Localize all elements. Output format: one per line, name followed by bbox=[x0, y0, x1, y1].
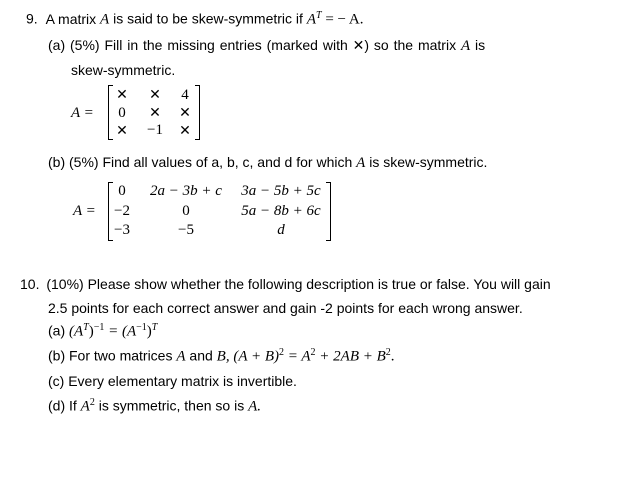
q10b-var-a: A bbox=[176, 348, 186, 365]
q9a-cell-1-3: 4 bbox=[181, 87, 189, 103]
q9b-cell-2-3: 5a − 8b + 6c bbox=[241, 203, 321, 219]
q10d-var-2: A. bbox=[248, 398, 262, 415]
q9-eq-rest: = − A. bbox=[321, 11, 364, 28]
q9-eq-sup: T bbox=[316, 10, 322, 21]
q9-intro bbox=[26, 10, 364, 29]
q10b-eq: = A bbox=[284, 348, 311, 365]
q9b-cell-2-1: −2 bbox=[114, 203, 130, 219]
q10a-sup-2: −1 bbox=[93, 322, 105, 333]
q9b-left-bracket bbox=[108, 182, 113, 241]
q9-intro-text: A matrix bbox=[45, 10, 101, 27]
q10a-expr: (A bbox=[69, 323, 84, 340]
q10a-eq: = (A bbox=[104, 323, 137, 340]
q9a-cell-2-1: 0 bbox=[118, 105, 126, 121]
q10c: (c) Every elementary matrix is invertible. bbox=[48, 373, 297, 389]
q9b-var: A bbox=[356, 155, 366, 171]
q10-intro bbox=[20, 276, 551, 292]
q9a-cell-3-3: ✕ bbox=[179, 123, 191, 139]
q10b-dot: . bbox=[390, 348, 395, 365]
q9a-prompt bbox=[48, 37, 485, 55]
q10a-label: (a) bbox=[48, 322, 69, 339]
q9b-right-bracket bbox=[326, 182, 331, 241]
q9b-cell-1-3: 3a − 5b + 5c bbox=[241, 183, 321, 199]
q9a-cell-2-2: ✕ bbox=[149, 105, 161, 121]
q9b-label-2: is skew-symmetric. bbox=[365, 154, 488, 170]
q10b-var-b: B, bbox=[216, 348, 230, 365]
q9a-label-3: is bbox=[470, 37, 486, 53]
q9b-prompt bbox=[48, 154, 487, 172]
q10d bbox=[48, 397, 261, 416]
q10b-expr: (A + B) bbox=[229, 348, 280, 365]
q9b-cell-2-2: 0 bbox=[182, 203, 190, 219]
q9a-cell-1-1: ✕ bbox=[116, 87, 128, 103]
q9a-label: (a) (5%) Fill in the missing entries (marked with bbox=[48, 37, 353, 53]
q10-intro-line2: 2.5 points for each correct answer and gain -2 points for each wrong answer. bbox=[48, 300, 523, 316]
q9a-cell-3-1: ✕ bbox=[116, 123, 128, 139]
q10d-label: (d) If bbox=[48, 397, 81, 414]
q9a-label-2: ) so the matrix bbox=[364, 37, 461, 53]
q10b-sup-3: 2 bbox=[385, 347, 391, 358]
q9b-cell-3-1: −3 bbox=[114, 222, 130, 238]
q10a-sup-1: T bbox=[83, 322, 89, 333]
q9b-label: (b) (5%) Find all values of a, b, c, and d for which bbox=[48, 154, 357, 170]
q10b-and: and bbox=[185, 347, 217, 364]
q10d-mid: is symmetric, then so is bbox=[94, 397, 249, 414]
q10b-sup-1: 2 bbox=[279, 347, 285, 358]
q9b-cell-3-2: −5 bbox=[178, 222, 194, 238]
q10a bbox=[48, 322, 157, 341]
q10-number: 10. bbox=[20, 276, 40, 292]
q10b-label: (b) For two matrices bbox=[48, 347, 177, 364]
q9b-matrix-label: A = bbox=[73, 203, 96, 219]
q9a-right-bracket bbox=[195, 85, 200, 140]
q9a-cell-2-3: ✕ bbox=[179, 105, 191, 121]
q9a-matrix-label: A = bbox=[71, 105, 94, 121]
q9-intro-text-2: is said to be skew-symmetric if bbox=[109, 10, 307, 27]
q9-eq-a: A bbox=[306, 11, 316, 28]
q9b-cell-1-2: 2a − 3b + c bbox=[150, 183, 222, 199]
q10b bbox=[48, 347, 395, 366]
q10d-sup: 2 bbox=[89, 397, 95, 408]
q9-var-a: A bbox=[100, 11, 110, 28]
q10b-sup-2: 2 bbox=[310, 347, 316, 358]
q10a-paren: ) bbox=[88, 323, 94, 340]
cross-mark-icon: ✕ bbox=[352, 38, 365, 54]
q9a-var: A bbox=[460, 38, 471, 54]
q10d-var: A bbox=[80, 398, 90, 415]
q9-number: 9. bbox=[26, 10, 38, 27]
q10b-rest: + 2AB + B bbox=[315, 348, 386, 365]
q9a-cell-3-2: −1 bbox=[147, 122, 163, 138]
q9b-cell-3-3: d bbox=[277, 222, 285, 238]
q9a-prompt-line2: skew-symmetric. bbox=[71, 62, 176, 78]
q10a-sup-3: −1 bbox=[136, 322, 147, 333]
q9a-cell-1-2: ✕ bbox=[149, 87, 161, 103]
q10a-sup-4: T bbox=[151, 322, 158, 333]
q9a-left-bracket bbox=[108, 85, 113, 140]
q9b-cell-1-1: 0 bbox=[118, 183, 126, 199]
q10-intro-line1: (10%) Please show whether the following description is true or false. You will gain bbox=[46, 276, 551, 292]
q10a-paren-2: ) bbox=[146, 323, 152, 340]
